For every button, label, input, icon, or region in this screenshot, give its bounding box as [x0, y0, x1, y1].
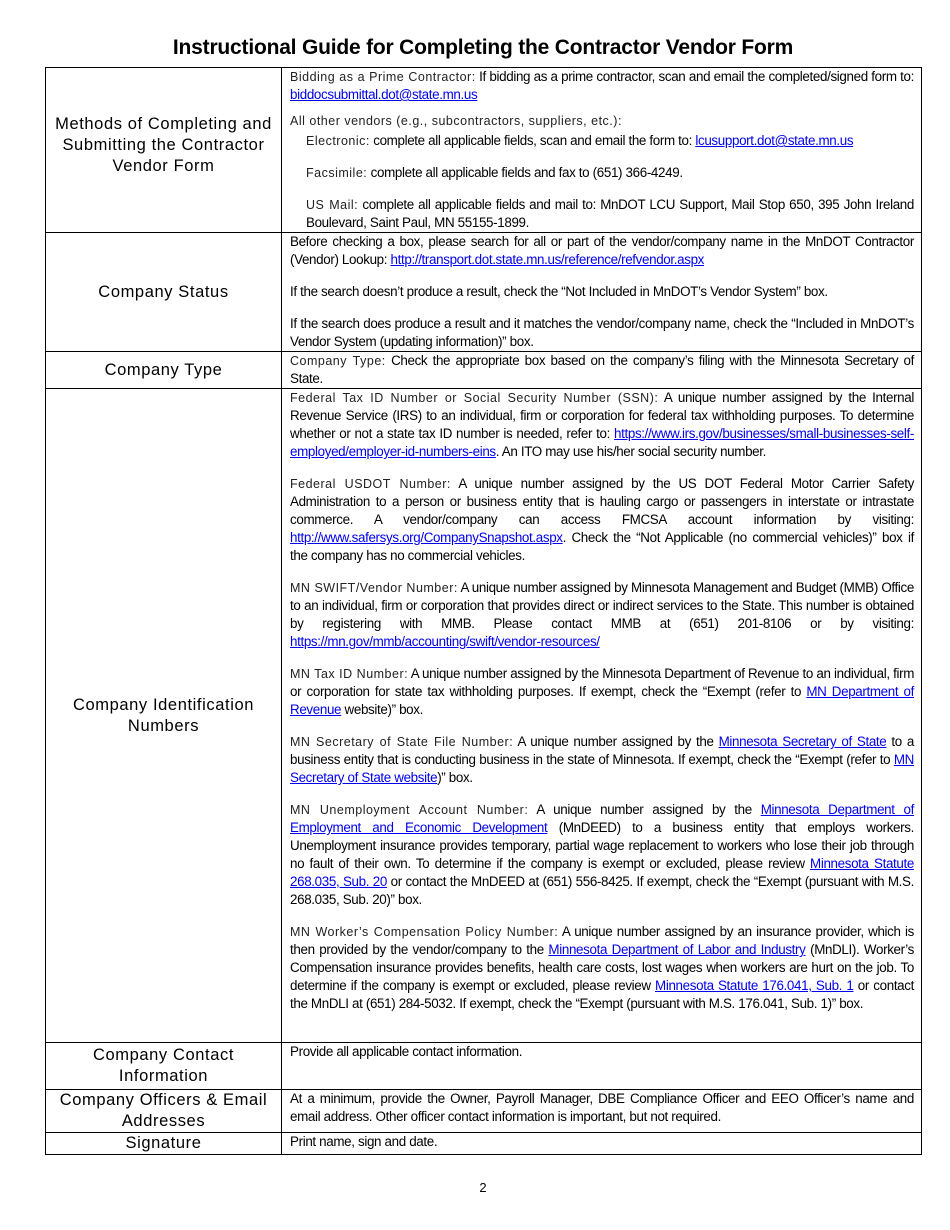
link[interactable]: Minnesota Statute 176.041, Sub. 1 — [655, 978, 854, 993]
text: . An ITO may use his/her social security number. — [495, 444, 767, 459]
text: complete all applicable fields and mail to: MnDOT LCU Support, Mail Stop 650, 395 John Ireland Boulevard, Saint Paul, MN 55155-1899. — [306, 197, 914, 230]
link[interactable]: http://transport.dot.state.mn.us/reference/refvendor.aspx — [390, 252, 705, 267]
paragraph — [290, 352, 914, 388]
text: Provide all applicable contact information. — [290, 1044, 523, 1059]
paragraph — [290, 112, 914, 130]
text: A unique number assigned by the Internal Revenue Service (IRS) to an individual, firm or corporation for federal tax withholding purposes. To determine whether or not a state tax ID number is needed, refer to: — [290, 390, 914, 441]
table-row — [46, 389, 922, 1043]
table-row — [46, 1090, 922, 1133]
paragraph — [290, 164, 914, 182]
paragraph — [290, 132, 914, 150]
field-term: Company Type: — [290, 354, 386, 368]
text: If the search doesn’t produce a result, check the “Not Included in MnDOT’s Vendor System” box. — [290, 284, 828, 299]
row-description — [282, 1133, 922, 1155]
text: A unique number assigned by the US DOT Federal Motor Carrier Safety Administration to a person or business entity that is hauling cargo or passengers in interstate or intrastate commerce. A vendor/company can access FMCSA account information by visiting: — [290, 476, 914, 527]
row-label: Company Type — [46, 352, 282, 389]
paragraph — [290, 283, 914, 301]
text: A unique number assigned by an insurance provider, which is then provided by the vendor/company to the — [290, 924, 915, 957]
row-label: Company Identification Numbers — [46, 389, 282, 1043]
paragraph — [290, 733, 914, 787]
text: (MnDEED) to a business entity that employs workers. Unemployment insurance provides temporary, partial wage replacement to workers who lose their job through no fault of their own. To determine if the company is exempt or excluded, please review — [290, 820, 914, 871]
table-row — [46, 352, 922, 389]
text: If bidding as a prime contractor, scan and email the completed/signed form to: — [475, 69, 914, 84]
field-term: MN Tax ID Number: — [290, 667, 409, 681]
page-number: 2 — [479, 1180, 487, 1195]
link[interactable]: biddocsubmittal.dot@state.mn.us — [290, 87, 478, 102]
text: (MnDLI). Worker’s Compensation insurance provides benefits, health care costs, lost wages when workers are hurt on the job. To determine if the company is exempt or excluded, please review — [290, 942, 914, 993]
paragraph — [290, 475, 914, 565]
text: complete all applicable fields and fax to (651) 366-4249. — [367, 165, 683, 180]
paragraph — [290, 801, 914, 909]
link[interactable]: https://mn.gov/mmb/accounting/swift/vendor-resources/ — [290, 634, 600, 649]
paragraph — [290, 68, 914, 104]
paragraph — [290, 579, 914, 651]
text: Print name, sign and date. — [290, 1134, 438, 1149]
field-term: MN Worker’s Compensation Policy Number: — [290, 925, 559, 939]
text: Check the appropriate box based on the company’s filing with the Minnesota Secretary of State. — [290, 353, 914, 386]
table-row — [46, 68, 922, 233]
link[interactable]: https://www.irs.gov/businesses/small-businesses-self-employed/employer-id-numbers-eins — [290, 426, 914, 459]
text: If the search does produce a result and it matches the vendor/company name, check the “Included in MnDOT’s Vendor System (updating information)” box. — [290, 316, 914, 349]
row-label: Company Officers & Email Addresses — [46, 1090, 282, 1133]
paragraph — [290, 315, 914, 351]
row-description — [282, 1043, 922, 1090]
field-term: MN Secretary of State File Number: — [290, 735, 514, 749]
row-description — [282, 352, 922, 389]
paragraph — [290, 389, 914, 461]
paragraph — [290, 665, 914, 719]
paragraph — [290, 1043, 914, 1061]
row-label: Methods of Completing and Submitting the Contractor Vendor Form — [46, 68, 282, 233]
link[interactable]: Minnesota Department of Employment and Economic Development — [290, 802, 914, 835]
text: A unique number assigned by the — [528, 802, 761, 817]
field-term: US Mail: — [306, 198, 359, 212]
text: At a minimum, provide the Owner, Payroll Manager, DBE Compliance Officer and EEO Officer’s name and email address. Other officer contact information is important, but not required. — [290, 1091, 914, 1124]
text: Before checking a box, please search for all or part of the vendor/company name in the MnDOT Contractor (Vendor) Lookup: — [290, 234, 914, 267]
field-term: MN Unemployment Account Number: — [290, 803, 529, 817]
field-term: Federal Tax ID Number or Social Security Number (SSN): — [290, 391, 659, 405]
field-term: Electronic: — [306, 134, 370, 148]
row-label: Company Status — [46, 233, 282, 352]
text: A unique number assigned by the — [513, 734, 719, 749]
link[interactable]: Minnesota Secretary of State — [718, 734, 887, 749]
text: A unique number assigned by Minnesota Management and Budget (MMB) Office to an individual, firm or corporation that provides direct or indirect services to the State. This number is obtained by registering with MMB. Please contact MMB at (651) 201-8106 or by visiting: — [290, 580, 914, 631]
row-label: Signature — [46, 1133, 282, 1155]
text: . Check the “Not Applicable (no commercial vehicles)” box if the company has no commercial vehicles. — [290, 530, 914, 563]
paragraph — [290, 233, 914, 269]
link[interactable]: MN Secretary of State website — [290, 752, 914, 785]
field-term: Federal USDOT Number: — [290, 477, 451, 491]
field-term: All other vendors (e.g., subcontractors, suppliers, etc.): — [290, 114, 622, 128]
text: or contact the MnDLI at (651) 284-5032. If exempt, check the “Exempt (pursuant with M.S. 176.041, Sub. 1)” box. — [290, 978, 914, 1011]
instruction-table — [45, 67, 922, 1155]
table-row — [46, 1133, 922, 1155]
text: A unique number assigned by the Minnesota Department of Revenue to an individual, firm or corporation for state tax withholding purposes. If exempt, check the “Exempt (refer to — [290, 666, 915, 699]
text: or contact the MnDEED at (651) 556-8425. If exempt, check the “Exempt (pursuant with M.S. 268.035, Sub. 20)” box. — [290, 874, 914, 907]
link[interactable]: MN Department of Revenue — [290, 684, 914, 717]
text: website)” box. — [341, 702, 423, 717]
field-term: MN SWIFT/Vendor Number: — [290, 581, 458, 595]
link[interactable]: lcusupport.dot@state.mn.us — [695, 133, 854, 148]
page-title: Instructional Guide for Completing the Contractor Vendor Form — [172, 36, 794, 59]
text: complete all applicable fields, scan and email the form to: — [369, 133, 696, 148]
field-term: Facsimile: — [306, 166, 368, 180]
row-description — [282, 1090, 922, 1133]
row-label: Company Contact Information — [46, 1043, 282, 1090]
paragraph — [290, 196, 914, 232]
row-description — [282, 389, 922, 1043]
link[interactable]: Minnesota Statute 268.035, Sub. 20 — [290, 856, 914, 889]
field-term: Bidding as a Prime Contractor: — [290, 70, 476, 84]
paragraph — [290, 1133, 914, 1151]
link[interactable]: Minnesota Department of Labor and Industry — [548, 942, 806, 957]
text: to a business entity that is conducting business in the state of Minnesota. If exempt, check the “Exempt (refer to — [290, 734, 914, 767]
link[interactable]: http://www.safersys.org/CompanySnapshot.aspx — [290, 530, 563, 545]
text: )” box. — [437, 770, 473, 785]
table-row — [46, 1043, 922, 1090]
paragraph — [290, 1090, 914, 1126]
row-description — [282, 233, 922, 352]
paragraph — [290, 923, 914, 1013]
table-row — [46, 233, 922, 352]
row-description — [282, 68, 922, 233]
